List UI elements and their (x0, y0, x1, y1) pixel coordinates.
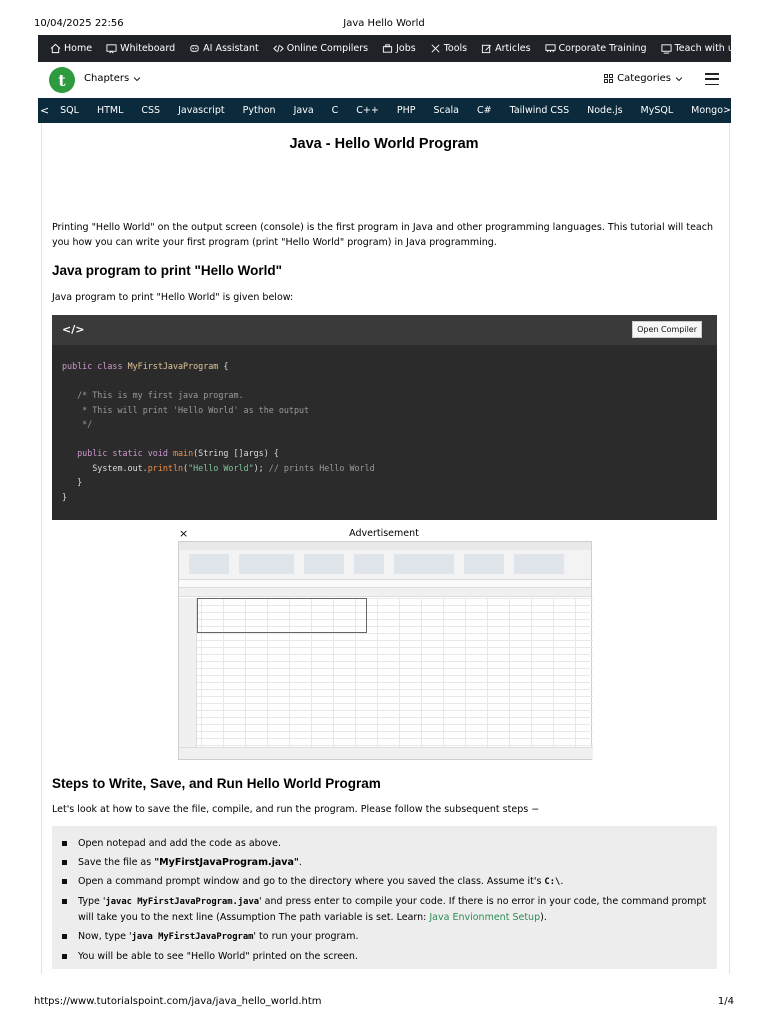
code-close-inner: } (77, 477, 83, 487)
language-bar (38, 98, 731, 123)
java-environment-setup-link[interactable]: Java Envionment Setup (429, 912, 541, 923)
code-class-name: MyFirstJavaProgram (127, 361, 219, 371)
categories-label: Categories (617, 73, 671, 84)
print-footer (0, 994, 768, 1024)
heading-steps: Steps to Write, Save, and Run Hello World Program (52, 776, 381, 791)
code-class-keyword: public class (62, 361, 123, 371)
top-navigation (38, 35, 739, 62)
code-comment-1: /* This is my first java program. (77, 390, 244, 400)
list-item (62, 929, 710, 945)
briefcase-icon (382, 43, 393, 54)
lang-cpp[interactable]: C++ (356, 105, 379, 116)
nav-compilers-label: Online Compilers (286, 43, 369, 54)
nav-teach[interactable] (661, 43, 739, 54)
code-method-keyword: public static void (77, 448, 168, 458)
lang-csharp[interactable]: C# (477, 105, 492, 116)
step-5-pre: Now, type ' (78, 931, 132, 942)
lang-css[interactable]: CSS (141, 105, 161, 116)
program-lead: Java program to print "Hello World" is given below: (52, 292, 294, 303)
lang-mysql[interactable]: MySQL (640, 105, 674, 116)
code-call-prefix: System.out. (92, 462, 148, 473)
intro-paragraph: Printing "Hello World" on the output screen (console) is the first program in Java and other programming languages. This tutorial will teach you how you can write your first program (print "Hello World" program) in Java programming. (52, 222, 713, 248)
nav-articles[interactable] (481, 43, 530, 54)
code-call-string: "Hello World" (188, 462, 254, 473)
nav-whiteboard-label: Whiteboard (120, 43, 176, 54)
lang-java[interactable]: Java (293, 105, 314, 116)
training-icon (545, 43, 556, 54)
chevron-down-icon (675, 75, 683, 83)
chapters-dropdown[interactable] (84, 73, 141, 84)
nav-articles-label: Articles (495, 43, 531, 54)
step-4-cmd: javac MyFirstJavaProgram.java (105, 897, 260, 907)
list-item (62, 894, 710, 925)
list-item (62, 836, 710, 851)
steps-list (62, 836, 710, 968)
hamburger-menu-icon[interactable] (705, 73, 719, 85)
lang-scala[interactable]: Scala (433, 105, 460, 116)
code-block (52, 315, 717, 520)
code-open-brace: { (218, 361, 229, 371)
ai-icon (189, 43, 200, 54)
tutorialspoint-logo[interactable]: t (49, 67, 75, 93)
nav-tools-label: Tools (443, 43, 468, 54)
code-icon: </> (62, 323, 85, 336)
nav-tools[interactable] (430, 43, 467, 54)
step-2-pre: Save the file as (78, 857, 155, 868)
lang-sql[interactable]: SQL (60, 105, 79, 116)
chapters-label: Chapters (84, 73, 130, 84)
code-comment-3: */ (77, 419, 93, 429)
ad-spreadsheet-table (197, 598, 367, 633)
step-1-text: Open notepad and add the code as above. (78, 838, 281, 849)
advertisement-image[interactable] (178, 541, 592, 760)
step-4-post: ). (540, 912, 547, 923)
lang-next-arrow[interactable]: > (723, 105, 731, 116)
nav-jobs[interactable] (382, 43, 416, 54)
page-title: Java - Hello World Program (289, 136, 479, 152)
nav-training-label: Corporate Training (558, 43, 647, 54)
nav-ai-label: AI Assistant (203, 43, 259, 54)
lang-html[interactable]: HTML (96, 105, 124, 116)
print-header (0, 0, 768, 32)
list-item (62, 874, 710, 890)
step-5-cmd: java MyFirstJavaProgram (131, 932, 254, 942)
lang-tailwind[interactable]: Tailwind CSS (509, 105, 570, 116)
categories-dropdown[interactable] (604, 73, 683, 84)
home-icon (50, 43, 61, 54)
code-call-fn: println (147, 462, 184, 473)
print-datetime: 10/04/2025 22:56 (34, 18, 124, 29)
print-url: https://www.tutorialspoint.com/java/java_hello_world.htm (34, 996, 322, 1007)
whiteboard-icon (106, 43, 117, 54)
step-2-file: "MyFirstJavaProgram.java" (154, 857, 299, 868)
step-3-pre: Open a command prompt window and go to the directory where you saved the class. Assume it's (78, 876, 545, 887)
code-method-params: (String []args) { (193, 448, 279, 458)
edit-icon (481, 43, 492, 54)
step-6-text: You will be able to see "Hello World" printed on the screen. (78, 951, 358, 962)
step-4-pre: Type ' (78, 896, 106, 907)
heading-program: Java program to print "Hello World" (52, 263, 283, 278)
step-4-mid: ' and press enter to compile your code. If there is no error in your code, the command prompt will take you to the next line (Assumption The path variable is set. Learn: (78, 896, 707, 923)
code-icon (273, 43, 284, 54)
code-method-name: main (172, 448, 194, 458)
lang-javascript[interactable]: Javascript (178, 105, 225, 116)
tools-icon (430, 43, 441, 54)
lang-mongo-label: Mongo (691, 105, 724, 116)
grid-icon (604, 74, 613, 83)
code-call-end: ); (253, 462, 264, 473)
ad-close-icon[interactable]: × (179, 527, 189, 540)
nav-home[interactable] (50, 43, 92, 54)
code-close-outer: } (62, 491, 68, 502)
code-comment-2: * This will print 'Hello World' as the output (77, 404, 310, 415)
brand-bar (38, 62, 731, 98)
lang-mongo[interactable] (682, 105, 731, 116)
list-item (62, 949, 710, 964)
teach-icon (661, 43, 672, 54)
lang-python[interactable]: Python (242, 105, 276, 116)
lang-php[interactable]: PHP (396, 105, 416, 116)
nav-teach-label: Teach with us (674, 43, 739, 54)
list-item (62, 855, 710, 870)
step-3-post: . (560, 876, 564, 887)
nav-online-compilers[interactable] (273, 43, 368, 54)
open-compiler-button[interactable]: Open Compiler (632, 321, 702, 338)
code-block-header (52, 315, 717, 345)
print-title: Java Hello World (343, 18, 425, 29)
code-content: public class MyFirstJavaProgram { /* This is my first java program. * This will print 'Hello World' as the output */ public static void main(String []args) { System.out.println("Hello World"); // prints Hello World } } (62, 361, 375, 502)
nav-whiteboard[interactable] (106, 43, 175, 54)
chevron-down-icon (133, 75, 141, 83)
ad-label: Advertisement (349, 528, 419, 539)
lang-nodejs[interactable]: Node.js (587, 105, 623, 116)
lang-c[interactable]: C (331, 105, 339, 116)
lang-prev-arrow[interactable]: < (39, 104, 50, 117)
step-5-post: ' to run your program. (253, 931, 359, 942)
steps-lead: Let's look at how to save the file, compile, and run the program. Please follow the subsequent steps − (52, 804, 540, 815)
code-call-comment: // prints Hello World (268, 462, 375, 473)
nav-ai-assistant[interactable] (189, 43, 259, 54)
step-2-post: . (298, 857, 302, 868)
step-3-dir: C:\ (544, 877, 561, 887)
nav-jobs-label: Jobs (396, 43, 416, 54)
nav-home-label: Home (64, 43, 93, 54)
ad-spreadsheet-ribbon (179, 542, 591, 580)
nav-corporate-training[interactable] (545, 43, 647, 54)
print-page-number: 1/4 (717, 996, 734, 1007)
